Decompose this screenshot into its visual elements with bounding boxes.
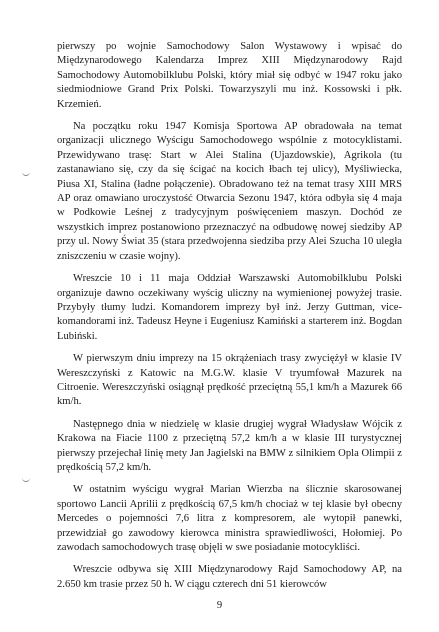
paragraph-4: W pierwszym dniu imprezy na 15 okrążeniach trasy zwyciężył w klasie IV Wereszczyński z Katowic na M.G.W. klasie V tryumfował Mazurek na Citroenie. Wereszczyński osiągnął prędkość przeciętną 55,1 km/h a Mazurek 66 km/h. bbox=[57, 353, 402, 408]
margin-mark bbox=[22, 478, 30, 482]
page-number: 9 bbox=[216, 600, 223, 611]
paragraph-7: Wreszcie odbywa się XIII Międzynarodowy Rajd Samochodowy AP, na 2.650 km trasie przez 50 h. W ciągu czterech dni 51 kierowców bbox=[57, 564, 402, 590]
paragraph-3: Wreszcie 10 i 11 maja Oddział Warszawski Automobilklubu Polski organizuje dawno oczekiwany wyścig uliczny na wymienionej powyżej trasie. Przybyły tłumy ludzi. Komandorem imprezy był inż. Jerzy Guttman, vice-komandorami inż. Tadeusz Heyne i Eugeniusz Kamiński a starterem inż. Bogdan Lubiński. bbox=[57, 273, 402, 342]
paragraph-6: W ostatnim wyścigu wygrał Marian Wierzba na ślicznie skarosowanej sportowo Lancii Aprilii z prędkością 67,5 km/h chociaż w tej klasie był obecny Mercedes o pojemności 7,6 litra z kompresorem, ale wytopił panewki, przewidział go zawodowy kierowca ministra sprawiedliwości, Hołomiej. Po zawodach samochodowych trasę objęli w swe posiadanie motocykliści. bbox=[57, 484, 402, 553]
margin-mark bbox=[22, 172, 30, 176]
document-body bbox=[57, 40, 402, 600]
paragraph-5: Następnego dnia w niedzielę w klasie drugiej wygrał Władysław Wójcik z Krakowa na Fiacie 1100 z przeciętną 57,2 km/h a w klasie III turystycznej pierwszy przejechał linię mety Jan Jagielski na BMW z silnikiem Opla Olimpii z prędkością 57,2 km/h. bbox=[57, 418, 402, 473]
paragraph-2: Na początku roku 1947 Komisja Sportowa AP obradowała na temat organizacji ulicznego Wyścigu Samochodowego wspólnie z motocyklistami. Przewidywano trasę: Start w Alei Stalina (Ujazdowskie), Agrikola (tu zastanawiano się, czy da się ścigać na kocich łbach tej ulicy), Myśliwiecka, Piusa XI, Stalina (ładne połączenie). Obradowano też na temat trasy XIII MRS AP oraz omawiano uroczystość Otwarcia Sezonu 1947, która odbyła się 4 maja w Podkowie Leśnej z tradycyjnym poświęceniem maszyn. Dochód ze wszystkich imprez postanowiono przeznaczyć na odbudowę nowej siedziby AP przy ul. Nowy Świat 35 (stara przedwojenna siedziba przy Alei Szucha 10 uległa zniszczeniu w czasie wojny). bbox=[57, 121, 402, 262]
paragraph-1: pierwszy po wojnie Samochodowy Salon Wystawowy i wpisać do Międzynarodowego Kalendarza Imprez XIII Międzynarodowy Rajd Samochodowy Automobilklubu Polski, który miał się odbyć w 1947 roku jako siedmiodniowe Grand Prix Polski. Towarzyszyli mu inż. Kossowski i płk. Krzemień. bbox=[57, 41, 402, 110]
